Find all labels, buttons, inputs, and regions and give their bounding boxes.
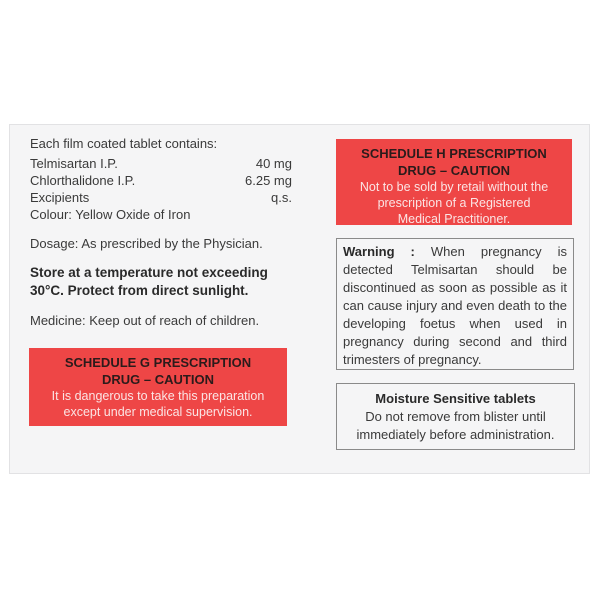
schedule-g-title-1: SCHEDULE G PRESCRIPTION [64, 355, 252, 370]
schedule-g-body-1: It is dangerous to take this preparation [51, 389, 265, 403]
ingredient-amount: 6.25 mg [245, 173, 292, 188]
colour-note: Colour: Yellow Oxide of Iron [30, 207, 191, 222]
ingredient-name: Telmisartan I.P. [30, 156, 118, 171]
carton-panel [9, 124, 590, 474]
schedule-g-caution-box [29, 348, 287, 426]
moisture-title: Moisture Sensitive tablets [375, 391, 536, 406]
ingredient-name: Chlorthalidone I.P. [30, 173, 136, 188]
ingredient-amount: q.s. [271, 190, 292, 205]
storage-line-1: Store at a temperature not exceeding [30, 265, 268, 280]
ingredient-row [30, 172, 292, 189]
composition-section [30, 135, 292, 329]
ingredient-amount: 40 mg [255, 156, 292, 171]
warning-text: When pregnancy is detected Telmisartan should be discontinued as soon as possible as it can cause injury and even death to the developing foetus when used in pregnancy during second and third trimesters of pregnancy. [343, 244, 568, 367]
ingredient-row [30, 189, 292, 206]
schedule-h-title-2: DRUG – CAUTION [398, 163, 510, 178]
schedule-g-title-2: DRUG – CAUTION [102, 372, 214, 387]
warning-label: Warning : [343, 244, 415, 259]
dosage-note: Dosage: As prescribed by the Physician. [30, 236, 263, 251]
ingredient-row [30, 155, 292, 172]
moisture-line-1: Do not remove from blister until [365, 409, 546, 424]
moisture-line-2: immediately before administration. [356, 427, 555, 442]
moisture-notice-box [336, 383, 575, 450]
schedule-h-title-1: SCHEDULE H PRESCRIPTION [361, 146, 547, 161]
ingredient-name: Excipients [30, 190, 90, 205]
schedule-h-body-1: Not to be sold by retail without the [359, 180, 549, 194]
schedule-h-caution-box [336, 139, 572, 225]
composition-heading: Each film coated tablet contains: [30, 136, 218, 151]
schedule-h-body-2: prescription of a Registered [377, 196, 531, 210]
schedule-h-body-3: Medical Practitioner. [397, 212, 511, 226]
medicine-note: Medicine: Keep out of reach of children. [30, 313, 260, 328]
pregnancy-warning-box [336, 238, 574, 370]
schedule-g-body-2: except under medical supervision. [63, 405, 253, 419]
storage-line-2: 30°C. Protect from direct sunlight. [30, 283, 249, 298]
